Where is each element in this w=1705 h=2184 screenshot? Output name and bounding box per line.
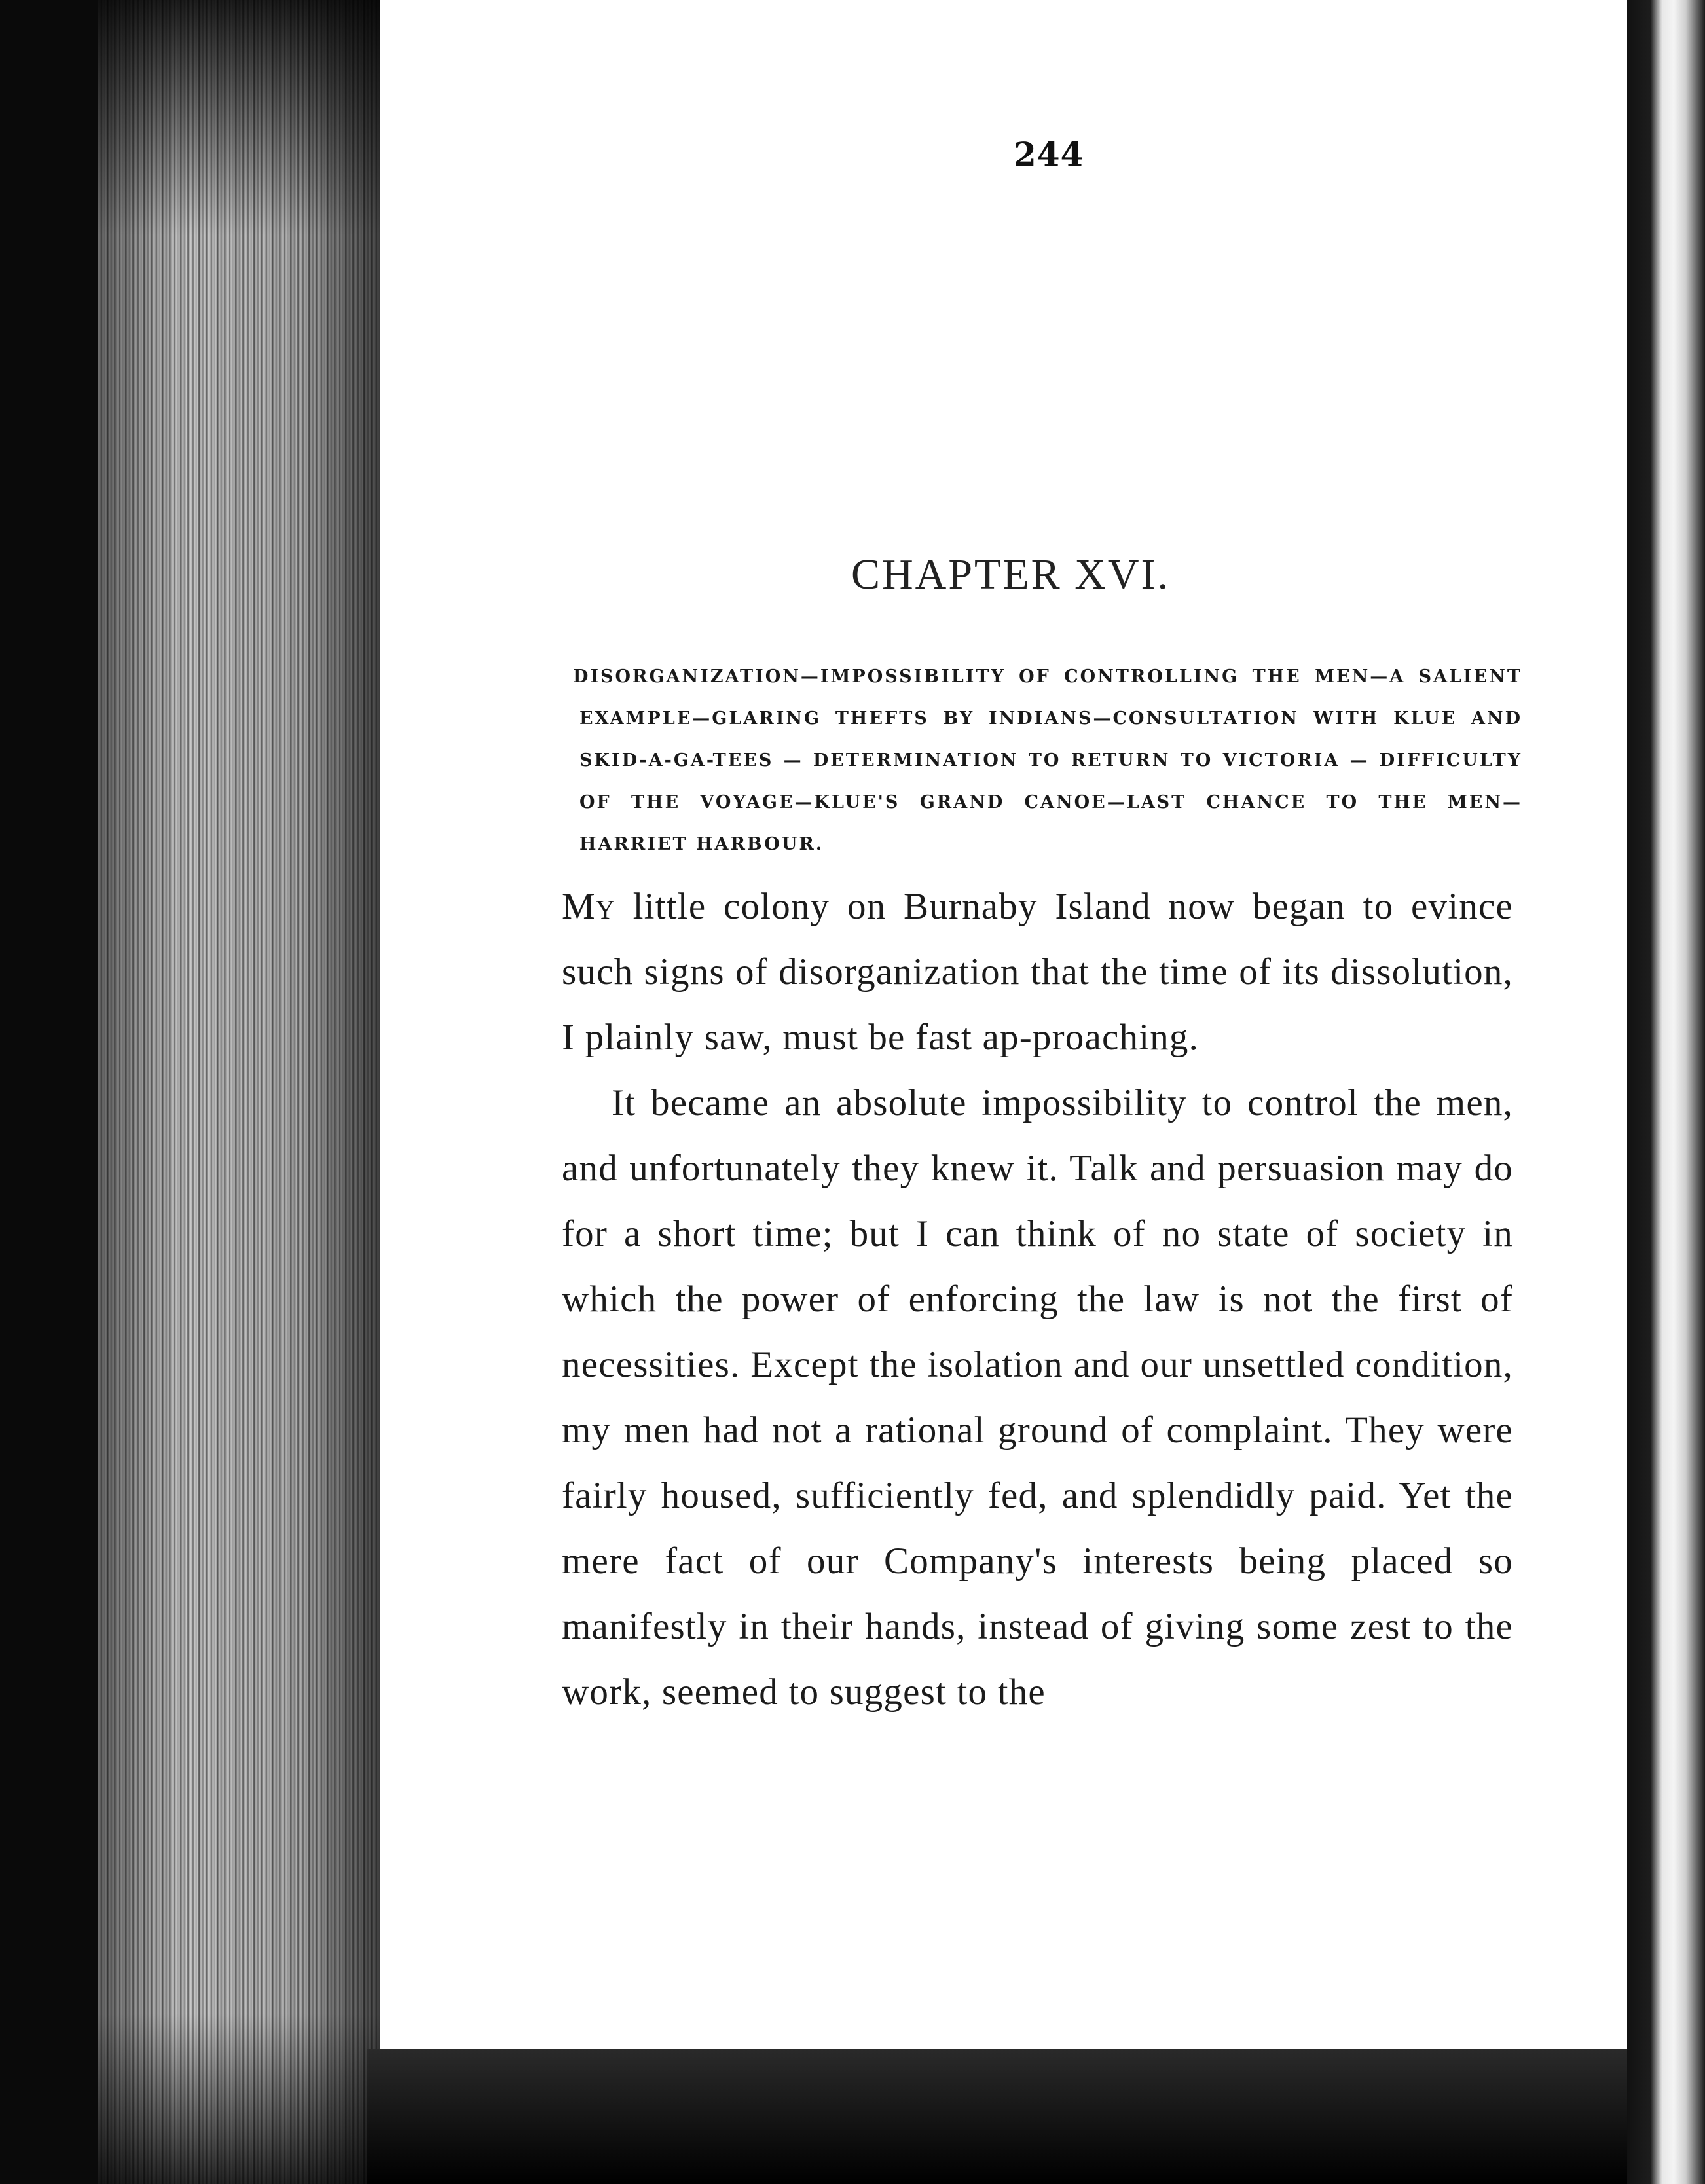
paragraph [562,1070,1513,1725]
binding-strip [1627,0,1705,2184]
paragraph-text: little colony on Burnaby Island now began to evince such signs of disorganization that the time of its dissolution, I plainly saw, must be fast ap-proaching. [562,886,1513,1058]
paragraph-lead-word: My [562,886,615,927]
page-number: 244 [1014,135,1084,173]
body-text [562,874,1513,1725]
scan-border [0,0,98,2184]
paragraph [562,874,1513,1070]
edge-shadow [98,2014,380,2184]
chapter-title: CHAPTER XVI. [851,551,1171,598]
paragraph-text: It became an absolute impossibility to control the men, and unfortunately they knew it. Talk and persuasion may do for a short time; but I can think of no state of society in which the power of enforcing the law is not the first of necessities. Except the isolation and our unsettled condition, my men had not a rational ground of complaint. They were fairly housed, sufficiently fed, and splendidly paid. Yet the mere fact of our Company's interests being placed so manifestly in their hands, instead of giving some zest to the work, seemed to suggest to the [562,1082,1513,1713]
book-page-edges [98,0,380,2184]
page-bottom-shadow [367,2049,1650,2184]
edge-shadow [98,0,380,236]
chapter-summary: DISORGANIZATION—IMPOSSIBILITY OF CONTROLLING THE MEN—A SALIENT EXAMPLE—GLARING THEFTS BY INDIANS—CONSULTATION WITH KLUE AND SKID-A-GA-TEES — DETERMINATION TO RETURN TO VICTORIA — DIFFICULTY OF THE VOYAGE—KLUE'S GRAND CANOE—LAST CHANCE TO THE MEN—HARRIET HARBOUR. [573,666,1522,854]
